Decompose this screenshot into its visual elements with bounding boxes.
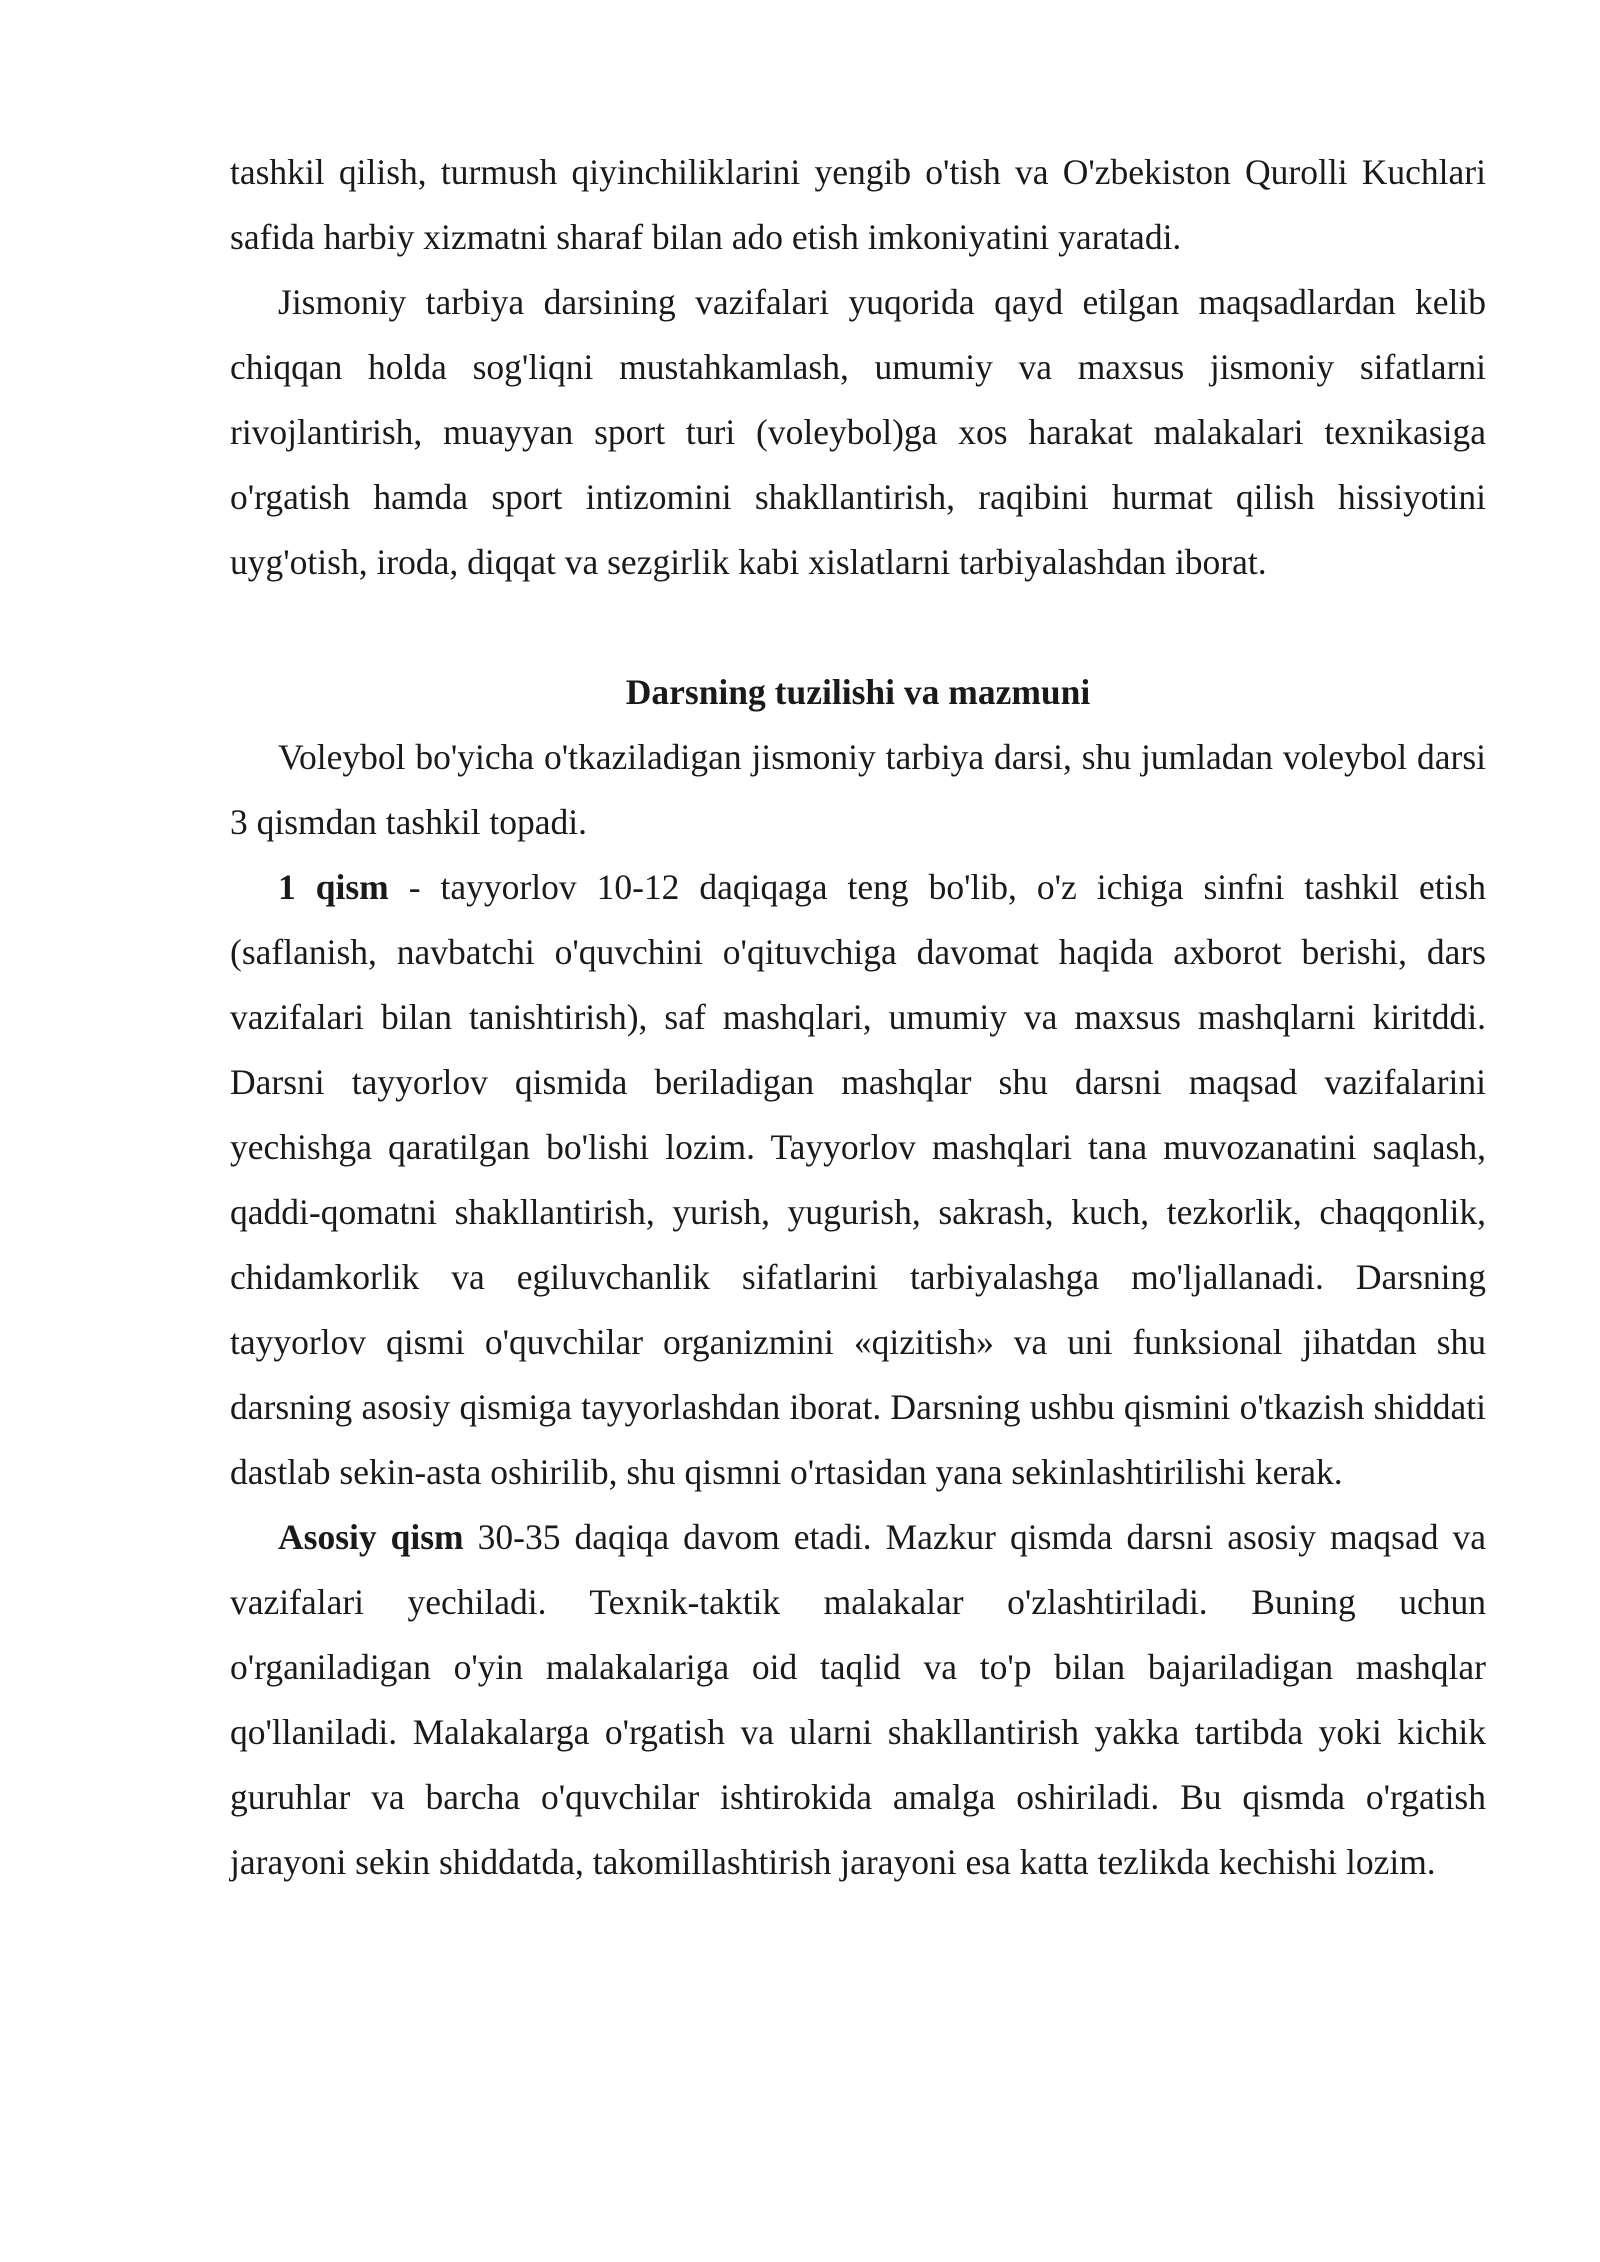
- page-content: [230, 140, 1486, 1895]
- paragraph-main-part: [230, 1505, 1486, 1895]
- part-one-label: 1 qism: [278, 867, 389, 907]
- part-one-text: - tayyorlov 10-12 daqiqaga teng bo'lib, o'z ichiga sinfni tashkil etish (saflanish, navbatchi o'quvchini o'qituvchiga davomat haqida axborot berishi, dars vazifalari bilan tanishtirish), saf mashqlari, umumiy va maxsus mashqlarni kiritddi. Darsni tayyorlov qismida beriladigan mashqlar shu darsni maqsad vazifalarini yechishga qaratilgan bo'lishi lozim. Tayyorlov mashqlari tana muvozanatini saqlash, qaddi-qomatni shakllantirish, yurish, yugurish, sakrash, kuch, tezkorlik, chaqqonlik, chidamkorlik va egiluvchanlik sifatlarini tarbiyalashga mo'ljallanadi. Darsning tayyorlov qismi o'quvchilar organizmini «qizitish» va uni funksional jihatdan shu darsning asosiy qismiga tayyorlashdan iborat. Darsning ushbu qismini o'tkazish shiddati dastlab sekin-asta oshirilib, shu qismni o'rtasidan yana sekinlashtirilishi kerak.: [230, 867, 1486, 1492]
- main-part-text: 30-35 daqiqa davom etadi. Mazkur qismda darsni asosiy maqsad va vazifalari yechiladi. Texnik-taktik malakalar o'zlashtiriladi. Buning uchun o'rganiladigan o'yin malakalariga oid taqlid va to'p bilan bajariladigan mashqlar qo'llaniladi. Malakalarga o'rgatish va ularni shakllantirish yakka tartibda yoki kichik guruhlar va barcha o'quvchilar ishtirokida amalga oshiriladi. Bu qismda o'rgatish jarayoni sekin shiddatda, takomillashtirish jarayoni esa katta tezlikda kechishi lozim.: [230, 1517, 1487, 1882]
- main-part-label: Asosiy qism: [278, 1517, 464, 1557]
- paragraph-lesson-tasks: Jismoniy tarbiya darsining vazifalari yuqorida qayd etilgan maqsadlardan kelib chiqqan holda sog'liqni mustahkamlash, umumiy va maxsus jismoniy sifatlarni rivojlantirish, muayyan sport turi (voleybol)ga xos harakat malakalari texnikasiga o'rgatish hamda sport intizomini shakllantirish, raqibini hurmat qilish hissiyotini uyg'otish, iroda, diqqat va sezgirlik kabi xislatlarni tarbiyalashdan iborat.: [230, 282, 1486, 582]
- section-heading: Darsning tuzilishi va mazmuni: [625, 672, 1091, 712]
- paragraph-lesson-structure: Voleybol bo'yicha o'tkaziladigan jismoniy tarbiya darsi, shu jumladan voleybol darsi 3 qismdan tashkil topadi.: [230, 737, 1486, 842]
- paragraph-part-one: [230, 855, 1486, 1505]
- paragraph-intro-continued: tashkil qilish, turmush qiyinchiliklarini yengib o'tish va O'zbekiston Qurolli Kuchlari safida harbiy xizmatni sharaf bilan ado etish imkoniyatini yaratadi.: [230, 152, 1486, 257]
